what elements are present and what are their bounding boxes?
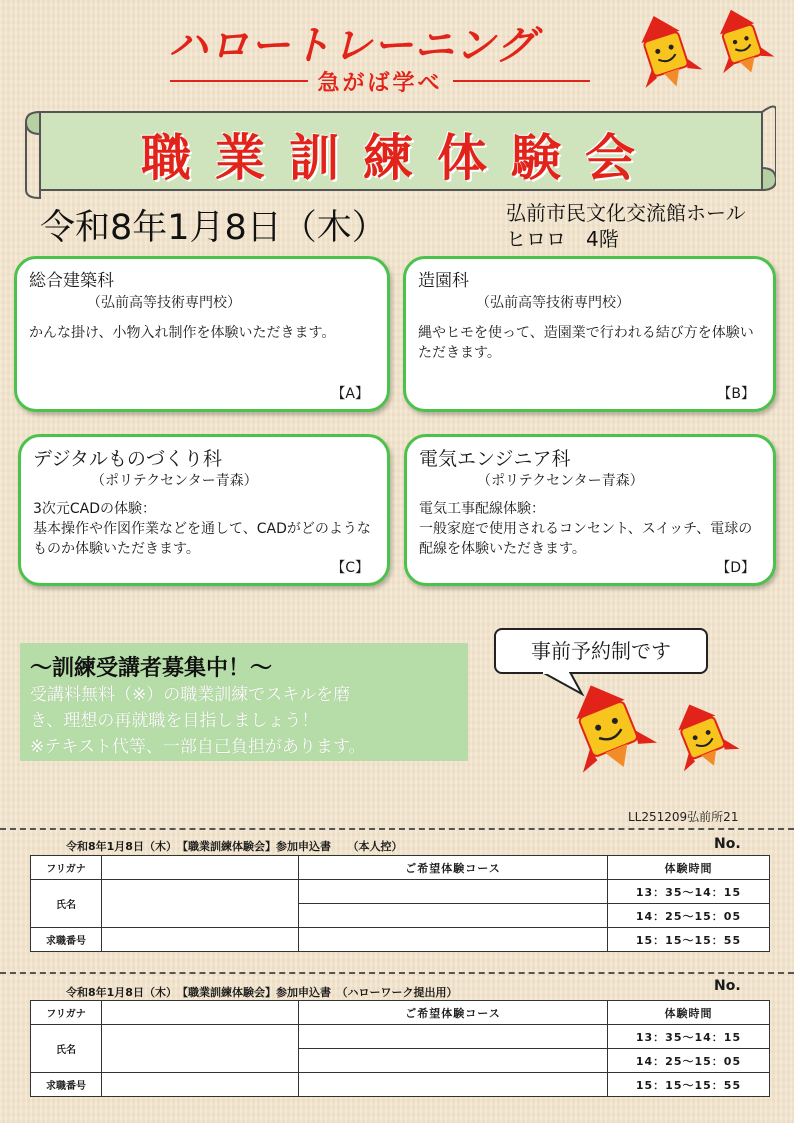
event-venue: [506, 200, 746, 252]
course-choice-field[interactable]: [299, 1073, 608, 1097]
form-number-label: No.: [714, 978, 741, 994]
recruitment-note: ※テキスト代等、一部自己負担があります。: [30, 737, 366, 757]
furigana-field[interactable]: [102, 856, 299, 880]
logo-title: ハロートレーニング: [168, 23, 537, 69]
divider: [453, 80, 591, 82]
recruitment-line: き、理想の再就職を目指しましょう！: [30, 711, 319, 731]
course-name: 総合建築科: [29, 271, 114, 291]
reservation-bubble: 事前予約制です: [494, 628, 708, 674]
course-card-b: [403, 256, 776, 412]
form-title: 令和8年1月8日（木） 【職業訓練体験会】参加申込書 （ハローワーク提出用）: [66, 986, 458, 999]
course-card-d: [404, 434, 776, 586]
course-choice-field[interactable]: [299, 1025, 608, 1049]
venue-line: 弘前市民文化交流館ホール: [506, 201, 746, 225]
application-form: [30, 855, 770, 952]
course-desc: かんな掛け、小物入れ制作を体験いただきます。: [29, 325, 336, 341]
job-number-field[interactable]: [102, 1073, 299, 1097]
course-code: 【A】: [331, 386, 369, 402]
job-number-label: 求職番号: [31, 1073, 102, 1097]
course-desc: 縄やヒモを使って、造園業で行われる結び方を体験いただきます。: [418, 325, 754, 361]
time-slot: 15：15～15：55: [608, 1073, 770, 1097]
rocket-mascots-icon: [564, 678, 754, 778]
course-name: 電気エンジニア科: [419, 448, 571, 470]
course-header: ご希望体験コース: [299, 856, 608, 880]
course-header: ご希望体験コース: [299, 1001, 608, 1025]
time-slot: 13：35～14：15: [608, 880, 770, 904]
furigana-label: フリガナ: [31, 1001, 102, 1025]
cut-line: [0, 972, 794, 974]
form-title: 令和8年1月8日（木） 【職業訓練体験会】参加申込書 （本人控）: [66, 840, 403, 853]
cut-line: [0, 828, 794, 830]
rocket-mascots-icon: [628, 8, 778, 94]
course-choice-field[interactable]: [299, 880, 608, 904]
name-label: 氏名: [31, 880, 102, 928]
job-number-field[interactable]: [102, 928, 299, 952]
divider: [170, 80, 308, 82]
time-slot: 14：25～15：05: [608, 1049, 770, 1073]
name-field[interactable]: [102, 1025, 299, 1073]
recruitment-heading: ～訓練受講者募集中！～: [30, 656, 273, 681]
form-number-label: No.: [714, 836, 741, 852]
banner-title: 職業訓練体験会: [141, 128, 659, 187]
time-header: 体験時間: [608, 1001, 770, 1025]
course-name: デジタルものづくり科: [33, 448, 222, 470]
logo-subtitle: [170, 66, 590, 96]
venue-floor: ヒロロ 4階: [506, 227, 619, 251]
recruitment-line: 受講料無料（※）の職業訓練でスキルを磨: [30, 685, 351, 705]
course-choice-field[interactable]: [299, 1049, 608, 1073]
time-slot: 13：35～14：15: [608, 1025, 770, 1049]
course-school: （弘前高等技術専門校）: [87, 295, 241, 311]
time-slot: 15：15～15：55: [608, 928, 770, 952]
recruitment-box: [20, 643, 468, 761]
time-header: 体験時間: [608, 856, 770, 880]
course-desc: 電気工事配線体験： 一般家庭で使用されるコンセント、スイッチ、電球の配線を体験いただきます。: [419, 501, 753, 557]
course-school: （ポリテクセンター青森）: [91, 473, 258, 489]
application-form: [30, 1000, 770, 1097]
time-slot: 14：25～15：05: [608, 904, 770, 928]
furigana-label: フリガナ: [31, 856, 102, 880]
event-date: 令和8年1月8日（木）: [40, 208, 387, 248]
course-card-c: [18, 434, 390, 586]
course-choice-field[interactable]: [299, 904, 608, 928]
reference-code: LL251209弘前所21: [628, 810, 739, 824]
course-code: 【B】: [717, 386, 755, 402]
course-desc: 3次元CADの体験： 基本操作や作図作業などを通して、CADがどのようなものか体験いただきます。: [33, 501, 371, 557]
course-choice-field[interactable]: [299, 928, 608, 952]
course-school: （弘前高等技術専門校）: [476, 295, 630, 311]
name-label: 氏名: [31, 1025, 102, 1073]
course-school: （ポリテクセンター青森）: [477, 473, 644, 489]
furigana-field[interactable]: [102, 1001, 299, 1025]
course-code: 【C】: [331, 560, 369, 576]
name-field[interactable]: [102, 880, 299, 928]
course-code: 【D】: [716, 560, 755, 576]
job-number-label: 求職番号: [31, 928, 102, 952]
course-card-a: [14, 256, 390, 412]
logo-subtitle-text: 急がば学べ: [317, 70, 443, 96]
course-name: 造園科: [418, 271, 469, 291]
